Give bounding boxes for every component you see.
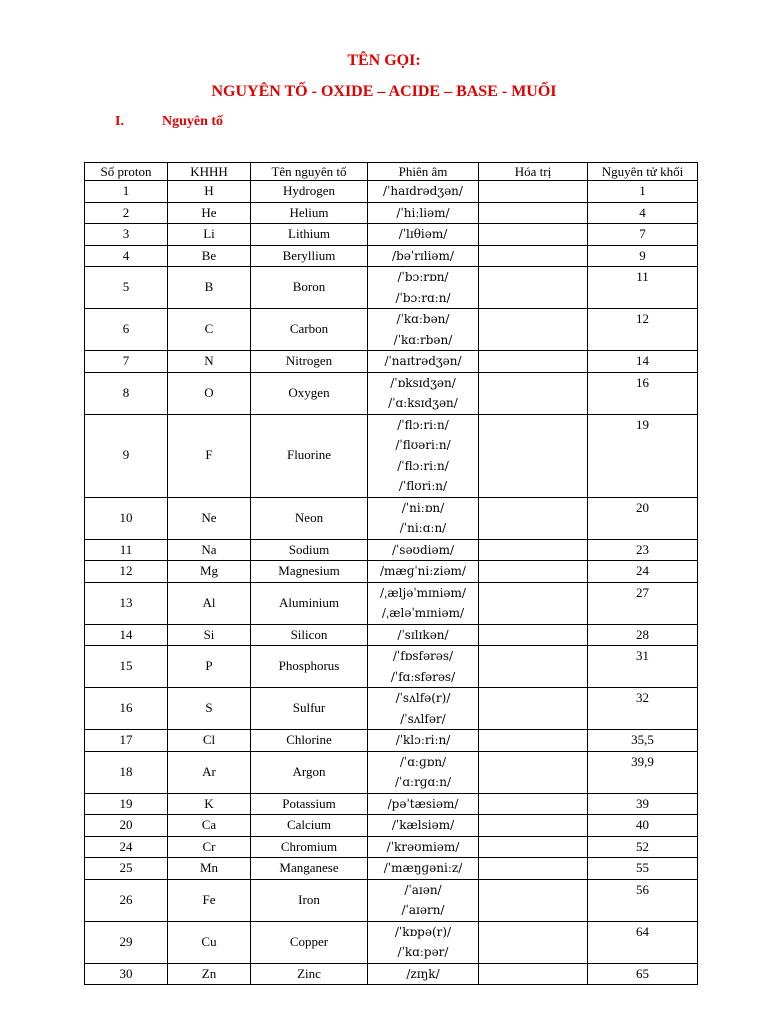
symbol-cell: O xyxy=(168,372,251,414)
pronunciation-line: /ˌæljəˈmɪniəm/ xyxy=(380,585,466,600)
atomic-mass-cell: 23 xyxy=(588,539,698,561)
pronunciation-line: /ˈfɒsfərəs/ xyxy=(392,649,454,663)
element-name-cell: Argon xyxy=(251,751,368,793)
valence-cell xyxy=(479,793,588,815)
table-row xyxy=(85,836,698,858)
pronunciation-line: /ˈaɪərn/ xyxy=(401,903,445,917)
atomic-mass-cell: 19 xyxy=(588,414,698,497)
pronunciation-line: /ˈɑːɡɒn/ xyxy=(399,754,447,769)
proton-cell: 9 xyxy=(85,414,168,497)
table-row xyxy=(85,963,698,985)
valence-cell xyxy=(479,372,588,414)
valence-cell xyxy=(479,224,588,246)
pronunciation-line: /ˈaɪən/ xyxy=(404,882,442,897)
table-row xyxy=(85,224,698,246)
atomic-mass-cell: 27 xyxy=(588,582,698,624)
atomic-mass-cell: 16 xyxy=(588,372,698,414)
proton-cell: 25 xyxy=(85,858,168,880)
proton-cell: 10 xyxy=(85,497,168,539)
pronunciation-line: /ˈfɑːsfərəs/ xyxy=(390,669,456,684)
element-name-cell: Oxygen xyxy=(251,372,368,414)
table-row xyxy=(85,309,698,351)
pronunciation-line: /ˈflɔːriːn/ xyxy=(397,417,449,432)
pronunciation-cell xyxy=(368,497,479,539)
element-name-cell: Chlorine xyxy=(251,730,368,752)
pronunciation-line: /zɪŋk/ xyxy=(406,966,440,981)
pronunciation-line: /ˈɒksɪdʒən/ xyxy=(390,375,456,390)
symbol-cell: Be xyxy=(168,245,251,267)
header-symbol: KHHH xyxy=(168,163,251,181)
atomic-mass-cell: 35,5 xyxy=(588,730,698,752)
table-row xyxy=(85,858,698,880)
valence-cell xyxy=(479,836,588,858)
table-row xyxy=(85,730,698,752)
table-row xyxy=(85,497,698,539)
symbol-cell: Mn xyxy=(168,858,251,880)
table-row xyxy=(85,793,698,815)
proton-cell: 26 xyxy=(85,879,168,921)
proton-cell: 18 xyxy=(85,751,168,793)
atomic-mass-cell: 14 xyxy=(588,351,698,373)
symbol-cell: H xyxy=(168,181,251,203)
atomic-mass-cell: 20 xyxy=(588,497,698,539)
element-name-cell: Sodium xyxy=(251,539,368,561)
pronunciation-cell xyxy=(368,815,479,837)
pronunciation-line: /ˈbɔːrɒn/ xyxy=(397,270,449,284)
pronunciation-cell xyxy=(368,624,479,646)
pronunciation-cell xyxy=(368,561,479,583)
element-name-cell: Lithium xyxy=(251,224,368,246)
atomic-mass-cell: 39 xyxy=(588,793,698,815)
table-row xyxy=(85,751,698,793)
element-name-cell: Magnesium xyxy=(251,561,368,583)
pronunciation-line: /ˈmæŋɡəniːz/ xyxy=(383,861,463,875)
proton-cell: 15 xyxy=(85,646,168,688)
valence-cell xyxy=(479,688,588,730)
header-atomic-mass: Nguyên tử khối xyxy=(588,163,698,181)
proton-cell: 12 xyxy=(85,561,168,583)
symbol-cell: Fe xyxy=(168,879,251,921)
symbol-cell: Cr xyxy=(168,836,251,858)
symbol-cell: S xyxy=(168,688,251,730)
element-name-cell: Boron xyxy=(251,267,368,309)
atomic-mass-cell: 32 xyxy=(588,688,698,730)
pronunciation-line: /ˈkɑːrbən/ xyxy=(393,332,453,347)
valence-cell xyxy=(479,267,588,309)
valence-cell xyxy=(479,751,588,793)
proton-cell: 30 xyxy=(85,963,168,985)
symbol-cell: Na xyxy=(168,539,251,561)
pronunciation-line: /ˈflʊəriːn/ xyxy=(395,438,451,452)
proton-cell: 2 xyxy=(85,202,168,224)
elements-table xyxy=(84,162,698,985)
atomic-mass-cell: 11 xyxy=(588,267,698,309)
symbol-cell: B xyxy=(168,267,251,309)
proton-cell: 19 xyxy=(85,793,168,815)
element-name-cell: Sulfur xyxy=(251,688,368,730)
symbol-cell: Si xyxy=(168,624,251,646)
valence-cell xyxy=(479,309,588,351)
pronunciation-line: /ˈniːɑːn/ xyxy=(399,521,447,535)
pronunciation-line: /ˌæləˈmɪniəm/ xyxy=(381,606,465,620)
valence-cell xyxy=(479,879,588,921)
pronunciation-line: /ˈnaɪtrədʒən/ xyxy=(384,354,462,368)
element-name-cell: Silicon xyxy=(251,624,368,646)
pronunciation-line: /ˈflɔːriːn/ xyxy=(397,458,449,473)
pronunciation-line: /ˈklɔːriːn/ xyxy=(395,733,451,747)
pronunciation-cell xyxy=(368,879,479,921)
element-name-cell: Nitrogen xyxy=(251,351,368,373)
pronunciation-line: /ˈhaɪdrədʒən/ xyxy=(383,184,463,198)
atomic-mass-cell: 55 xyxy=(588,858,698,880)
valence-cell xyxy=(479,561,588,583)
valence-cell xyxy=(479,646,588,688)
pronunciation-line: /ˈkrəʊmiəm/ xyxy=(386,839,460,854)
table-row xyxy=(85,646,698,688)
proton-cell: 20 xyxy=(85,815,168,837)
pronunciation-cell xyxy=(368,730,479,752)
valence-cell xyxy=(479,414,588,497)
proton-cell: 11 xyxy=(85,539,168,561)
pronunciation-cell xyxy=(368,751,479,793)
table-row xyxy=(85,815,698,837)
symbol-cell: Cl xyxy=(168,730,251,752)
table-row xyxy=(85,372,698,414)
element-name-cell: Aluminium xyxy=(251,582,368,624)
pronunciation-cell xyxy=(368,963,479,985)
symbol-cell: Al xyxy=(168,582,251,624)
table-row xyxy=(85,582,698,624)
element-name-cell: Phosphorus xyxy=(251,646,368,688)
symbol-cell: Ca xyxy=(168,815,251,837)
atomic-mass-cell: 52 xyxy=(588,836,698,858)
proton-cell: 14 xyxy=(85,624,168,646)
pronunciation-cell xyxy=(368,372,479,414)
proton-cell: 16 xyxy=(85,688,168,730)
section-number: I. xyxy=(115,114,124,129)
pronunciation-line: /ˈkælsiəm/ xyxy=(391,818,455,832)
proton-cell: 13 xyxy=(85,582,168,624)
atomic-mass-cell: 7 xyxy=(588,224,698,246)
valence-cell xyxy=(479,858,588,880)
element-name-cell: Chromium xyxy=(251,836,368,858)
table-row xyxy=(85,561,698,583)
pronunciation-cell xyxy=(368,351,479,373)
symbol-cell: F xyxy=(168,414,251,497)
valence-cell xyxy=(479,539,588,561)
symbol-cell: P xyxy=(168,646,251,688)
atomic-mass-cell: 9 xyxy=(588,245,698,267)
atomic-mass-cell: 28 xyxy=(588,624,698,646)
atomic-mass-cell: 12 xyxy=(588,309,698,351)
table-row xyxy=(85,267,698,309)
pronunciation-line: /ˈlɪθiəm/ xyxy=(398,227,448,241)
element-name-cell: Fluorine xyxy=(251,414,368,497)
pronunciation-line: /ˈsʌlfər/ xyxy=(400,711,446,726)
pronunciation-line: /ˈsəʊdiəm/ xyxy=(391,542,455,557)
proton-cell: 4 xyxy=(85,245,168,267)
element-name-cell: Neon xyxy=(251,497,368,539)
pronunciation-line: /ˈsɪlɪkən/ xyxy=(397,627,449,642)
table-header-row xyxy=(85,163,698,181)
proton-cell: 17 xyxy=(85,730,168,752)
symbol-cell: Zn xyxy=(168,963,251,985)
pronunciation-cell xyxy=(368,858,479,880)
pronunciation-cell xyxy=(368,202,479,224)
valence-cell xyxy=(479,582,588,624)
pronunciation-line: /ˈhiːliəm/ xyxy=(396,205,450,220)
table-row xyxy=(85,202,698,224)
table-row xyxy=(85,181,698,203)
pronunciation-line: /ˈɑːrɡɑːn/ xyxy=(395,775,451,789)
atomic-mass-cell: 31 xyxy=(588,646,698,688)
pronunciation-line: /ˈbɔːrɑːn/ xyxy=(395,290,451,305)
element-name-cell: Beryllium xyxy=(251,245,368,267)
pronunciation-cell xyxy=(368,267,479,309)
pronunciation-line: /ˈniːɒn/ xyxy=(401,500,445,515)
atomic-mass-cell: 24 xyxy=(588,561,698,583)
proton-cell: 6 xyxy=(85,309,168,351)
pronunciation-line: /ˈflʊriːn/ xyxy=(398,479,448,493)
valence-cell xyxy=(479,245,588,267)
header-element-name: Tên nguyên tố xyxy=(251,163,368,181)
pronunciation-line: /mæɡˈniːziəm/ xyxy=(380,564,466,578)
element-name-cell: Hydrogen xyxy=(251,181,368,203)
table-row xyxy=(85,879,698,921)
section-label: Nguyên tố xyxy=(162,114,224,129)
element-name-cell: Zinc xyxy=(251,963,368,985)
pronunciation-line: /ˈɑːksɪdʒən/ xyxy=(388,396,458,410)
pronunciation-line: /ˈkɑːpər/ xyxy=(397,945,449,959)
pronunciation-line: /pəˈtæsiəm/ xyxy=(387,796,459,811)
valence-cell xyxy=(479,730,588,752)
section-heading xyxy=(115,114,223,130)
table-row xyxy=(85,414,698,497)
atomic-mass-cell: 1 xyxy=(588,181,698,203)
atomic-mass-cell: 4 xyxy=(588,202,698,224)
atomic-mass-cell: 39,9 xyxy=(588,751,698,793)
header-valence: Hóa trị xyxy=(479,163,588,181)
element-name-cell: Copper xyxy=(251,921,368,963)
table-row xyxy=(85,921,698,963)
pronunciation-cell xyxy=(368,245,479,267)
table-row xyxy=(85,245,698,267)
proton-cell: 7 xyxy=(85,351,168,373)
pronunciation-cell xyxy=(368,414,479,497)
pronunciation-cell xyxy=(368,224,479,246)
proton-cell: 24 xyxy=(85,836,168,858)
proton-cell: 5 xyxy=(85,267,168,309)
symbol-cell: K xyxy=(168,793,251,815)
valence-cell xyxy=(479,497,588,539)
table-row xyxy=(85,539,698,561)
symbol-cell: N xyxy=(168,351,251,373)
pronunciation-cell xyxy=(368,309,479,351)
proton-cell: 3 xyxy=(85,224,168,246)
pronunciation-cell xyxy=(368,688,479,730)
pronunciation-cell xyxy=(368,793,479,815)
proton-cell: 8 xyxy=(85,372,168,414)
pronunciation-cell xyxy=(368,646,479,688)
table-row xyxy=(85,351,698,373)
element-name-cell: Carbon xyxy=(251,309,368,351)
symbol-cell: Ne xyxy=(168,497,251,539)
pronunciation-line: /ˈkɒpə(r)/ xyxy=(394,924,452,939)
pronunciation-cell xyxy=(368,836,479,858)
pronunciation-cell xyxy=(368,582,479,624)
pronunciation-cell xyxy=(368,921,479,963)
atomic-mass-cell: 56 xyxy=(588,879,698,921)
valence-cell xyxy=(479,181,588,203)
document-title: TÊN GỌI: xyxy=(347,52,421,69)
symbol-cell: Cu xyxy=(168,921,251,963)
proton-cell: 1 xyxy=(85,181,168,203)
pronunciation-line: /ˈsʌlfə(r)/ xyxy=(395,691,451,705)
pronunciation-line: /ˈkɑːbən/ xyxy=(396,312,450,326)
symbol-cell: Ar xyxy=(168,751,251,793)
proton-cell: 29 xyxy=(85,921,168,963)
valence-cell xyxy=(479,624,588,646)
pronunciation-cell xyxy=(368,539,479,561)
valence-cell xyxy=(479,921,588,963)
element-name-cell: Calcium xyxy=(251,815,368,837)
element-name-cell: Potassium xyxy=(251,793,368,815)
symbol-cell: Mg xyxy=(168,561,251,583)
valence-cell xyxy=(479,815,588,837)
header-proton: Số proton xyxy=(85,163,168,181)
atomic-mass-cell: 40 xyxy=(588,815,698,837)
valence-cell xyxy=(479,351,588,373)
symbol-cell: Li xyxy=(168,224,251,246)
table-row xyxy=(85,624,698,646)
symbol-cell: C xyxy=(168,309,251,351)
symbol-cell: He xyxy=(168,202,251,224)
pronunciation-cell xyxy=(368,181,479,203)
header-pronunciation: Phiên âm xyxy=(368,163,479,181)
atomic-mass-cell: 64 xyxy=(588,921,698,963)
element-name-cell: Manganese xyxy=(251,858,368,880)
atomic-mass-cell: 65 xyxy=(588,963,698,985)
element-name-cell: Iron xyxy=(251,879,368,921)
document-subtitle: NGUYÊN TỐ - OXIDE – ACIDE – BASE - MUỐI xyxy=(211,83,557,100)
element-name-cell: Helium xyxy=(251,202,368,224)
table-row xyxy=(85,688,698,730)
valence-cell xyxy=(479,963,588,985)
pronunciation-line: /bəˈrɪliəm/ xyxy=(392,248,454,263)
valence-cell xyxy=(479,202,588,224)
